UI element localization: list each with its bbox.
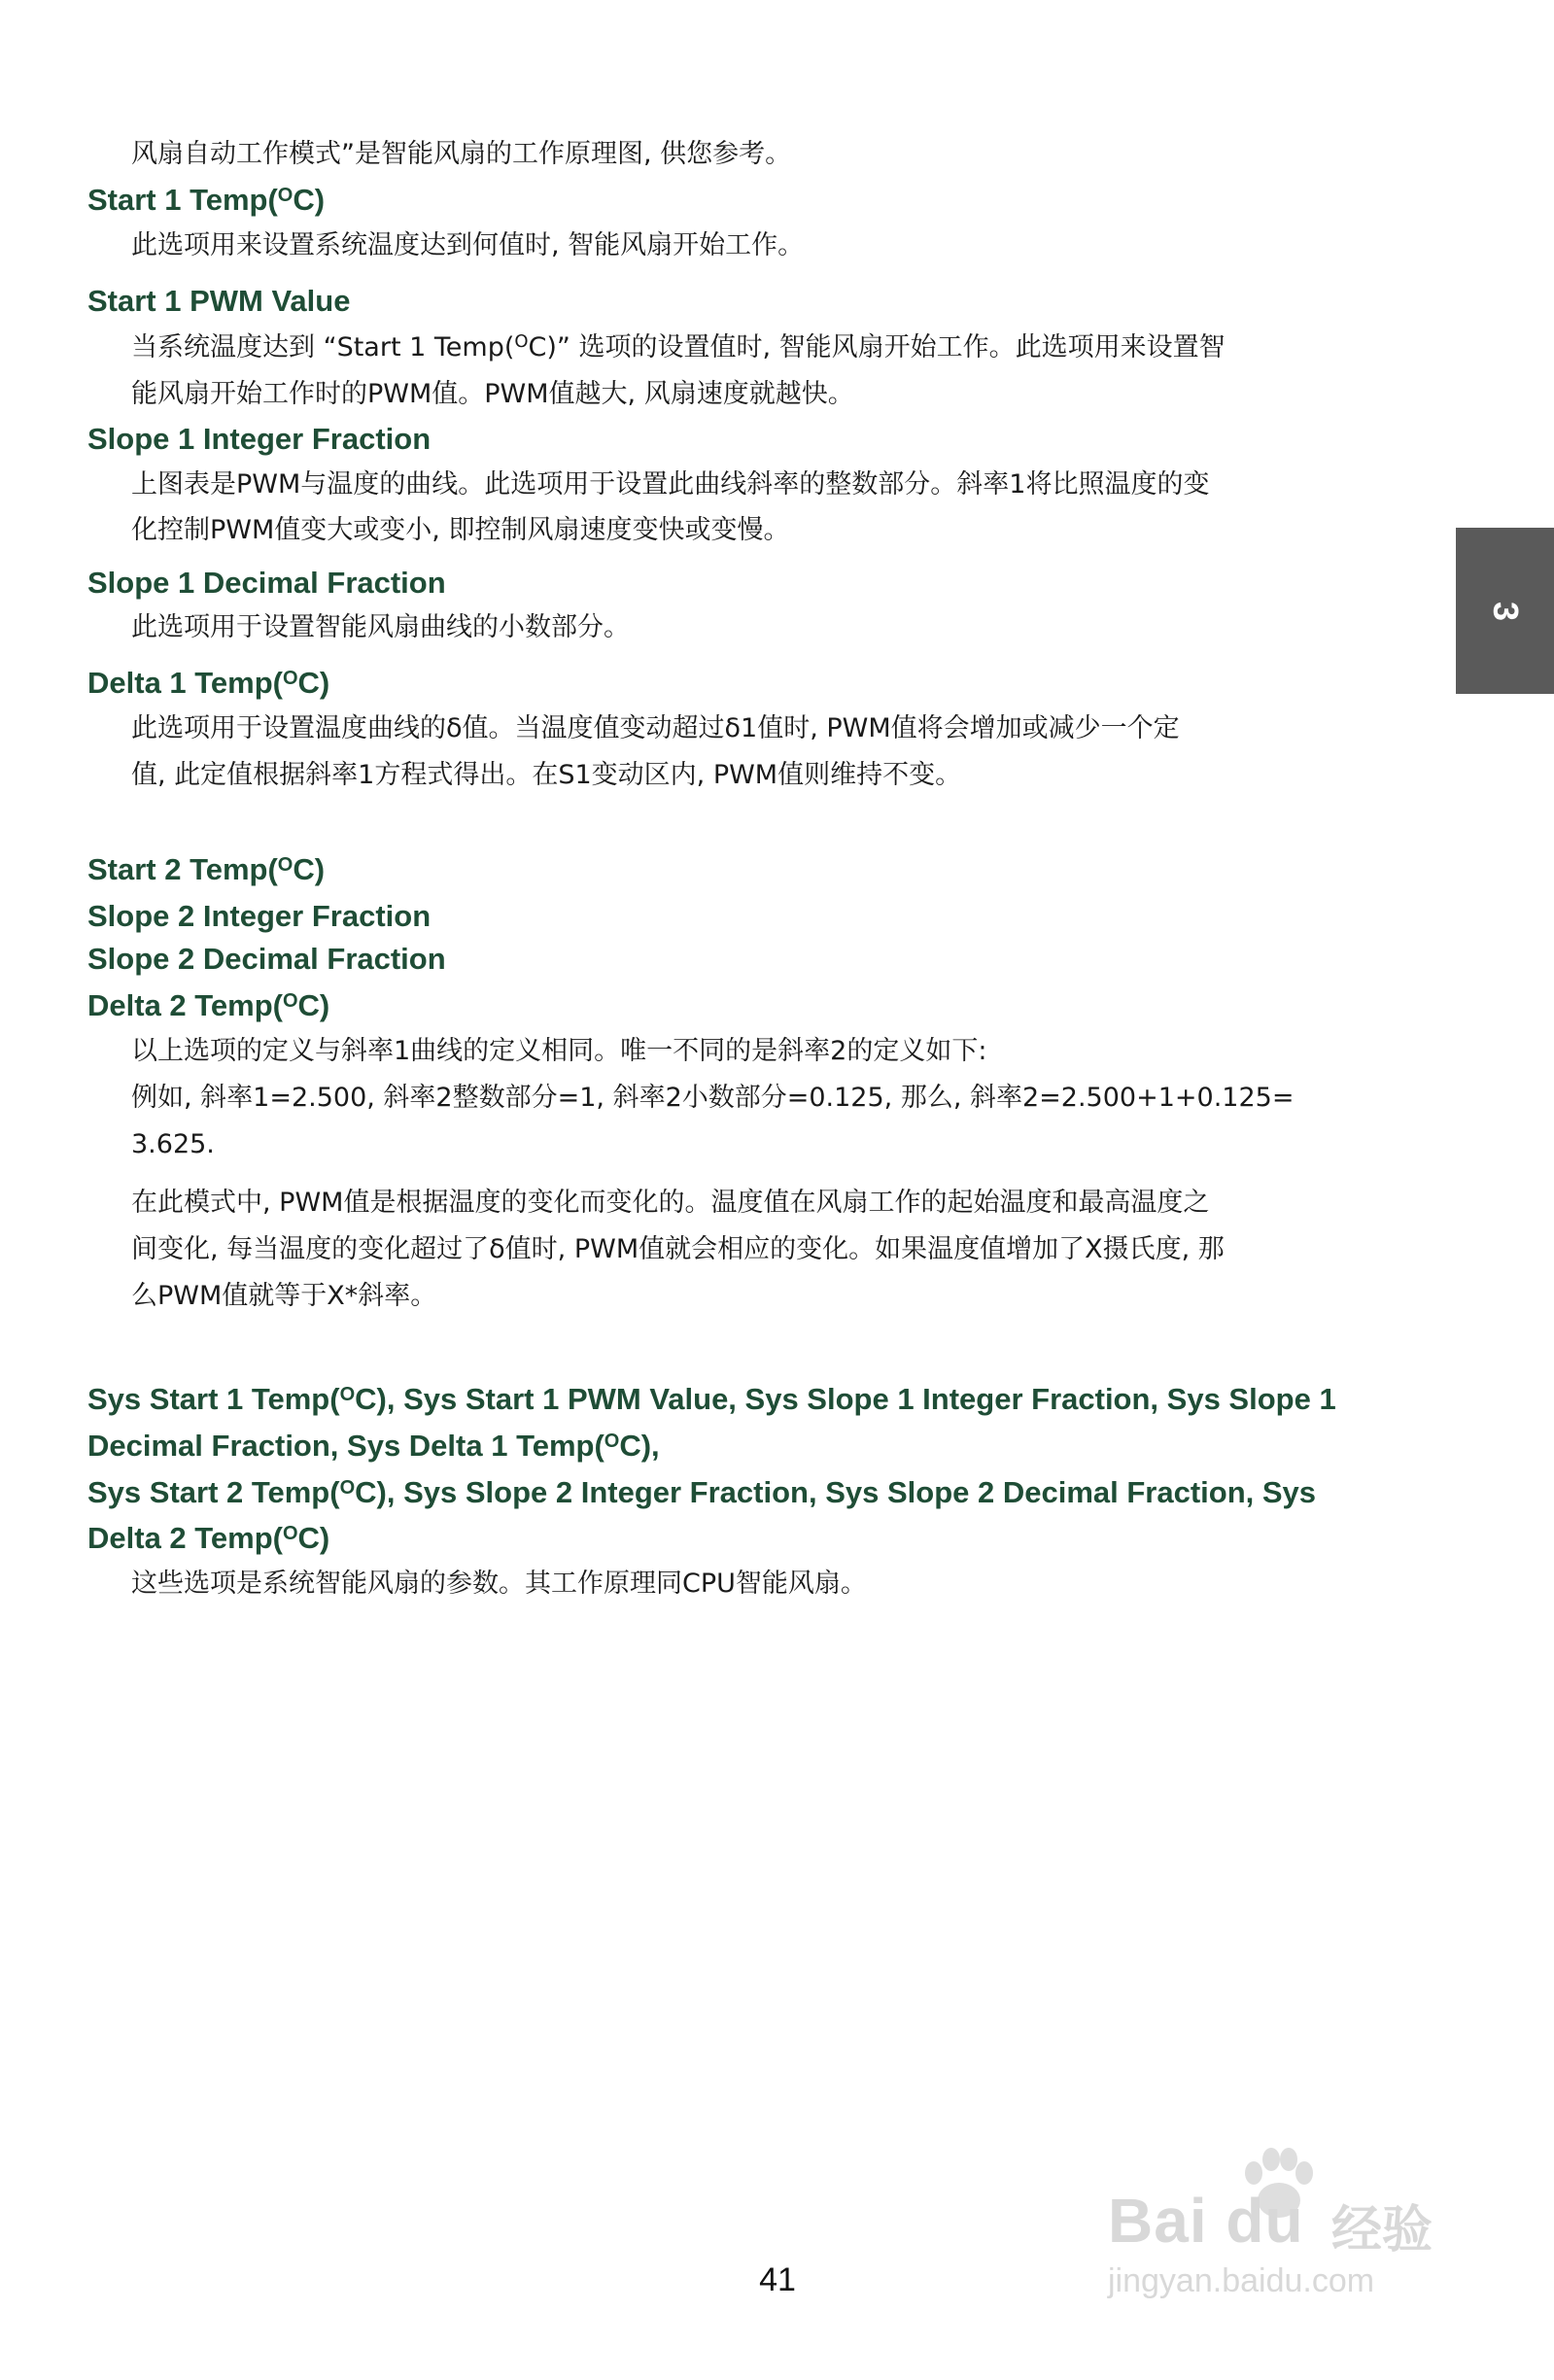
heading-delta1-temp: Delta 1 Temp($^O$C) xyxy=(87,666,330,700)
heading-start2-temp: Start 2 Temp($^O$C) xyxy=(87,852,326,886)
start1-temp-desc: 此选项用来设置系统温度达到何值时, 智能风扇开始工作。 xyxy=(131,230,805,260)
heading-sys-line2: Decimal Fraction, Sys Delta 1 Temp($^O$C), xyxy=(87,1429,660,1463)
heading-sys-line1: Sys Start 1 Temp($^O$C), Sys Start 1 PWM Value, Sys Slope 1 Integer Fraction, Sys Slope 1 xyxy=(87,1382,1336,1416)
heading-slope2-integer: Slope 2 Integer Fraction xyxy=(87,899,432,933)
baidu-watermark xyxy=(1098,2146,1487,2311)
mode-desc-line3: 么PWM值就等于X*斜率。 xyxy=(131,1281,437,1311)
delta1-temp-desc-line2: 值, 此定值根据斜率1方程式得出。在S1变动区内, PWM值则维持不变。 xyxy=(131,760,962,790)
watermark-cn: 经验 xyxy=(1331,2202,1433,2259)
heading-delta2-temp: Delta 2 Temp($^O$C) xyxy=(87,988,330,1022)
group2-desc-line2: 例如, 斜率1=2.500, 斜率2整数部分=1, 斜率2小数部分=0.125, 那么, 斜率2=2.500+1+0.125= xyxy=(131,1083,1295,1113)
heading-start1-temp: Start 1 Temp($^O$C) xyxy=(87,183,326,217)
watermark-brand: Bai du xyxy=(1108,2186,1304,2256)
start1-pwm-desc-line1: 当系统温度达到 “Start 1 Temp($^O$C)” 选项的设置值时, 智能风扇开始工作。此选项用来设置智 xyxy=(131,331,1226,362)
group2-desc-line1: 以上选项的定义与斜率1曲线的定义相同。唯一不同的是斜率2的定义如下: xyxy=(131,1036,987,1066)
group2-desc-line3: 3.625. xyxy=(131,1129,215,1159)
mode-desc-line1: 在此模式中, PWM值是根据温度的变化而变化的。温度值在风扇工作的起始温度和最高温度之 xyxy=(131,1188,1210,1218)
heading-slope1-decimal: Slope 1 Decimal Fraction xyxy=(87,566,446,600)
slope1-integer-desc-line1: 上图表是PWM与温度的曲线。此选项用于设置此曲线斜率的整数部分。斜率1将比照温度的变 xyxy=(131,469,1210,500)
watermark-url: jingyan.baidu.com xyxy=(1108,2262,1375,2299)
start1-pwm-desc-line2: 能风扇开始工作时的PWM值。PWM值越大, 风扇速度就越快。 xyxy=(131,379,854,409)
heading-slope2-decimal: Slope 2 Decimal Fraction xyxy=(87,942,446,976)
chapter-tab xyxy=(1456,528,1554,694)
intro-text: 风扇自动工作模式”是智能风扇的工作原理图, 供您参考。 xyxy=(131,139,792,169)
slope1-integer-desc-line2: 化控制PWM值变大或变小, 即控制风扇速度变快或变慢。 xyxy=(131,515,790,545)
heading-slope1-integer: Slope 1 Integer Fraction xyxy=(87,422,432,456)
chapter-number: 3 xyxy=(1485,601,1526,621)
heading-sys-line4: Delta 2 Temp($^O$C) xyxy=(87,1521,330,1555)
mode-desc-line2: 间变化, 每当温度的变化超过了δ值时, PWM值就会相应的变化。如果温度值增加了X摄氏度, 那 xyxy=(131,1234,1225,1264)
delta1-temp-desc-line1: 此选项用于设置温度曲线的δ值。当温度值变动超过δ1值时, PWM值将会增加或减少一个定 xyxy=(131,713,1180,743)
heading-sys-line3: Sys Start 2 Temp($^O$C), Sys Slope 2 Integer Fraction, Sys Slope 2 Decimal Fraction, Sys xyxy=(87,1475,1317,1509)
sys-desc: 这些选项是系统智能风扇的参数。其工作原理同CPU智能风扇。 xyxy=(131,1569,867,1599)
heading-start1-pwm: Start 1 PWM Value xyxy=(87,284,351,318)
page-number: 41 xyxy=(759,2261,796,2298)
slope1-decimal-desc: 此选项用于设置智能风扇曲线的小数部分。 xyxy=(131,612,630,642)
